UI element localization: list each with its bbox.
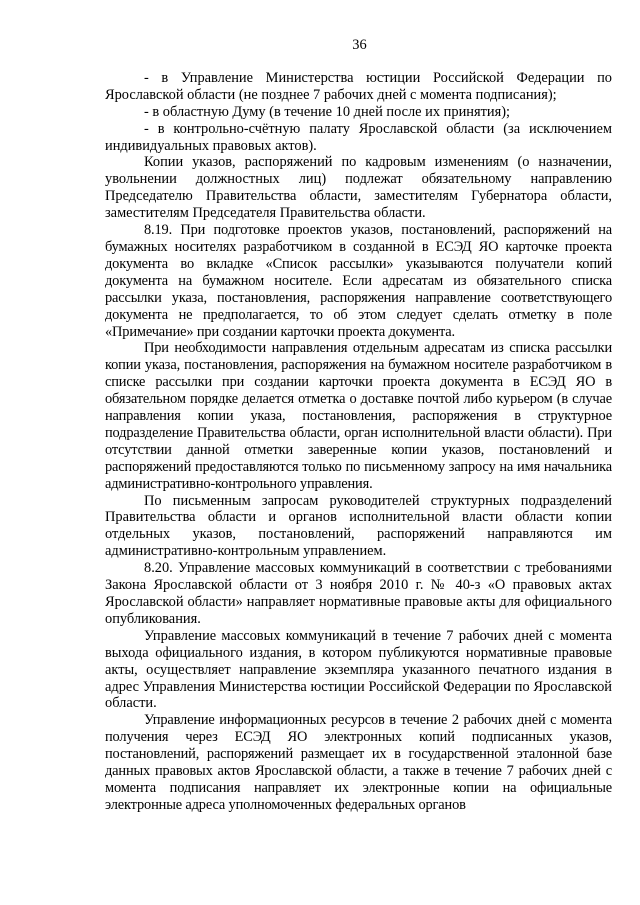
paragraph-list-item-ministry-of-justice: - в Управление Министерства юстиции Российской Федерации по Ярославской области (не позднее 7 рабочих дней с момента подписания); bbox=[105, 69, 612, 103]
paragraph-information-resources: Управление информационных ресурсов в течение 2 рабочих дней с момента получения через ЕСЭД ЯО электронных копий подписанных указов, постановлений, распоряжений размещает их в государственной эталонной базе данных правовых актов Ярославской области, а также в течение 7 рабочих дней с момента подписания направляет их электронные копии на официальные электронные адреса уполномоченных федеральных органов bbox=[105, 712, 612, 813]
paragraph-list-item-audit-chamber: - в контрольно-счётную палату Ярославской области (за исключением индивидуальных правовых актов). bbox=[105, 120, 612, 154]
page-number: 36 bbox=[352, 37, 367, 53]
paragraph-written-requests: По письменным запросам руководителей структурных подразделений Правительства области и органов исполнительной власти области копии отдельных указов, постановлений, распоряжений направляются им административно-контрольным управлением. bbox=[105, 492, 612, 560]
paragraph-8-20: 8.20. Управление массовых коммуникаций в соответствии с требованиями Закона Ярославской области от 3 ноября 2010 г. № 40-з «О правовых актах Ярославской области» направляет нормативные правовые акты для официального опубликования. bbox=[105, 560, 612, 627]
paragraph-list-item-regional-duma: - в областную Думу (в течение 10 дней после их принятия); bbox=[144, 103, 510, 120]
paragraph-paper-copies-delivery: При необходимости направления отдельным адресатам из списка рассылки копии указа, постановления, распоряжения на бумажном носителе разработчиком в списке рассылки при создании карточки проекта документа в ЕСЭД ЯО в обязательном порядке делается отметка о доставке почтой либо курьером (в случае направления копии указа, постановления, распоряжения в структурное подразделение Правительства области, орган исполнительной власти области). При отсутствии данной отметки заверенные копии указов, постановлений и распоряжений предоставляются только по письменному запросу на имя начальника административно-контрольного управления. bbox=[105, 340, 612, 492]
paragraph-mass-communications: Управление массовых коммуникаций в течение 7 рабочих дней с момента выхода официального издания, в котором публикуются нормативные правовые акты, осуществляет направление экземпляра указанного печатного издания в адрес Управления Министерства юстиции Российской Федерации по Ярославской области. bbox=[105, 627, 612, 712]
paragraph-8-19: 8.19. При подготовке проектов указов, постановлений, распоряжений на бумажных носителях разработчиком в созданной в ЕСЭД ЯО карточке проекта документа во вкладке «Список рассылки» указываются получатели копий документа на бумажном носителе. Если адресатам из обязательного списка рассылки указа, постановления, распоряжения направление соответствующего документа не предполагается, то об этом следует сделать отметку в поле «Примечание» при создании карточки проекта документа. bbox=[105, 222, 612, 340]
paragraph-personnel-copies: Копии указов, распоряжений по кадровым изменениям (о назначении, увольнении должностных лиц) подлежат обязательному направлению Председателю Правительства области, заместителям Губернатора области, заместителям Председателя Правительства области. bbox=[105, 154, 612, 222]
